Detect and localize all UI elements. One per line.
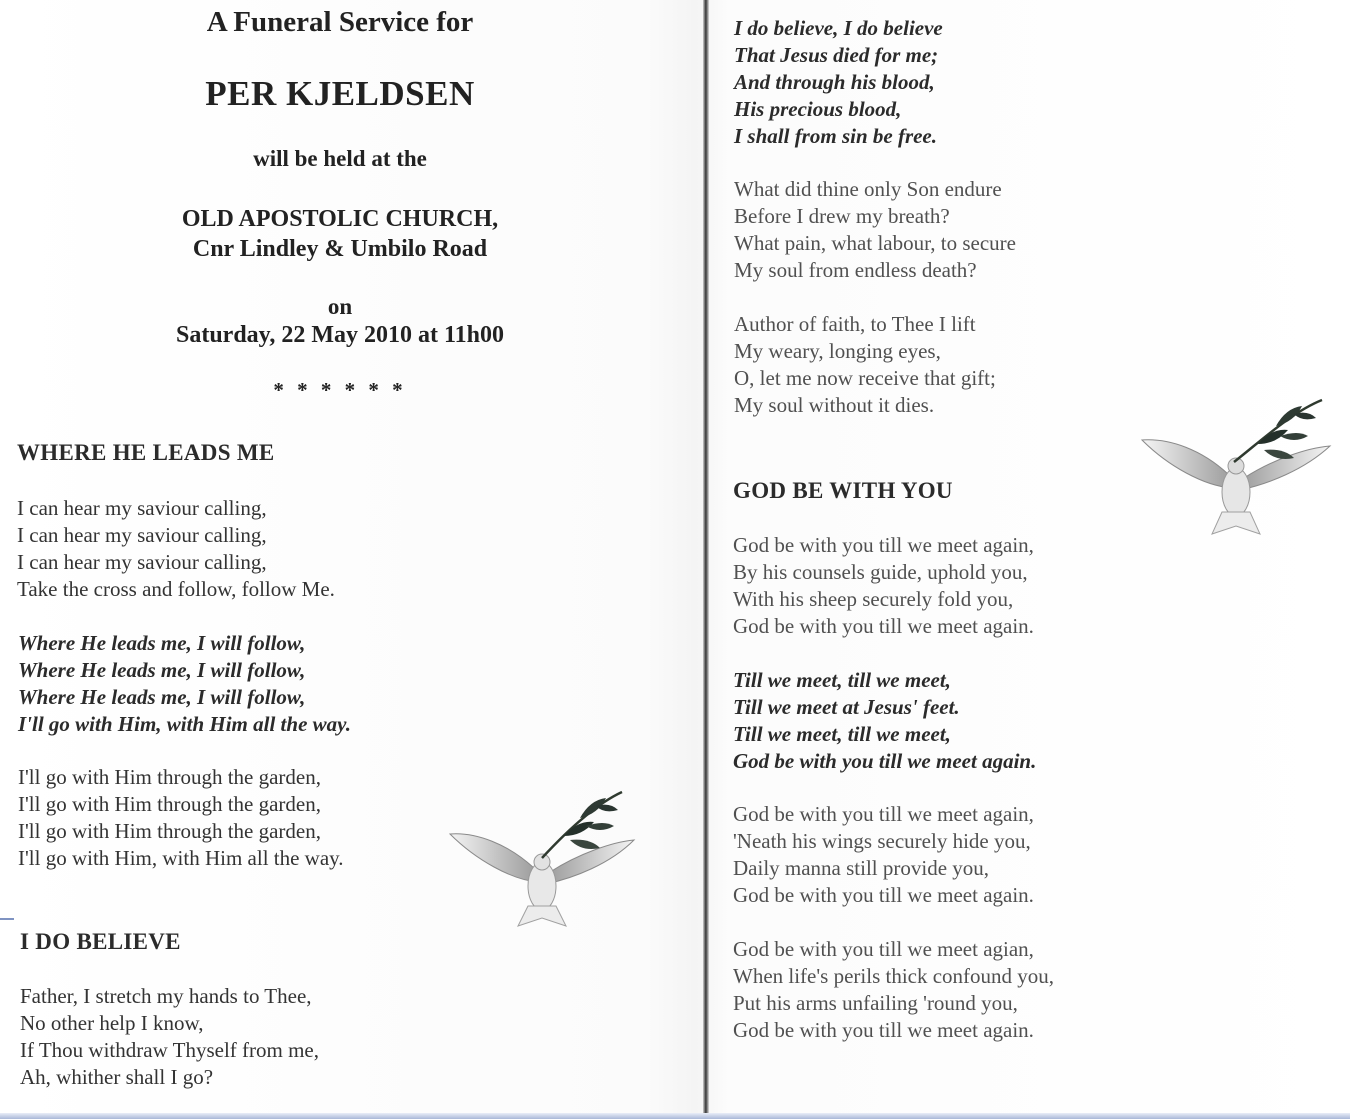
hymn1-verse-2: [18, 764, 344, 872]
scan-mark: [0, 918, 14, 920]
lyric-line: Take the cross and follow, follow Me.: [17, 577, 335, 601]
lyric-line: My soul without it dies.: [734, 393, 935, 417]
lyric-line: With his sheep securely fold you,: [733, 587, 1014, 611]
lyric-line: Author of faith, to Thee I lift: [734, 312, 976, 336]
lyric-line: His precious blood,: [734, 97, 902, 121]
lyric-line: God be with you till we meet again.: [733, 614, 1034, 638]
lyric-line: That Jesus died for me;: [734, 43, 939, 67]
hymn2-chorus: [734, 15, 943, 150]
lyric-line: I shall from sin be free.: [734, 124, 938, 148]
lyric-line: Where He leads me, I will follow,: [18, 631, 306, 655]
hymn1-chorus: [18, 630, 351, 738]
hymn2-verse-1: [20, 983, 319, 1091]
lyric-line: Father, I stretch my hands to Thee,: [20, 984, 312, 1008]
lyric-line: My weary, longing eyes,: [734, 339, 941, 363]
lyric-line: My soul from endless death?: [734, 258, 977, 282]
lyric-line: By his counsels guide, uphold you,: [733, 560, 1028, 584]
lyric-line: I'll go with Him, with Him all the way.: [18, 846, 344, 870]
lyric-line: God be with you till we meet again.: [733, 749, 1037, 773]
hymn-title-where-he-leads-me: WHERE HE LEADS ME: [17, 440, 275, 465]
hymn3-verse-3: [733, 936, 1054, 1044]
lyric-line: God be with you till we meet again,: [733, 533, 1034, 557]
lyric-line: Put his arms unfailing 'round you,: [733, 991, 1018, 1015]
hymn3-verse-2: [733, 801, 1034, 909]
lyric-line: God be with you till we meet again.: [733, 883, 1034, 907]
page-fold: [703, 0, 709, 1119]
lyric-line: When life's perils thick confound you,: [733, 964, 1055, 988]
lyric-line: What pain, what labour, to secure: [734, 231, 1016, 255]
lyric-line: Till we meet, till we meet,: [733, 722, 951, 746]
divider-stars: * * * * * *: [273, 378, 407, 402]
deceased-name: PER KJELDSEN: [205, 74, 475, 113]
dove-with-olive-branch-icon: [1138, 392, 1338, 542]
lyric-line: I do believe, I do believe: [734, 16, 943, 40]
lyric-line: I can hear my saviour calling,: [17, 550, 267, 574]
church-address: [0, 204, 680, 264]
lyric-line: I'll go with Him, with Him all the way.: [18, 712, 351, 736]
hymn-title-god-be-with-you: GOD BE WITH YOU: [733, 478, 953, 503]
hymn3-verse-1: [733, 532, 1034, 640]
lyric-line: I can hear my saviour calling,: [17, 523, 267, 547]
hymn-title-i-do-believe: I DO BELIEVE: [20, 929, 181, 954]
lyric-line: Till we meet, till we meet,: [733, 668, 951, 692]
lyric-line: 'Neath his wings securely hide you,: [733, 829, 1031, 853]
lyric-line: I'll go with Him through the garden,: [18, 765, 321, 789]
church-street: Cnr Lindley & Umbilo Road: [192, 236, 488, 262]
lyric-line: Ah, whither shall I go?: [20, 1065, 214, 1089]
held-at-text: will be held at the: [253, 146, 427, 171]
lyric-line: God be with you till we meet again.: [733, 1018, 1034, 1042]
scan-edge: [0, 1113, 1350, 1119]
lyric-line: Daily manna still provide you,: [733, 856, 990, 880]
lyric-line: If Thou withdraw Thyself from me,: [20, 1038, 319, 1062]
hymn2-verse-3: [734, 311, 996, 419]
lyric-line: Till we meet at Jesus' feet.: [733, 695, 960, 719]
lyric-line: What did thine only Son endure: [734, 177, 1002, 201]
lyric-line: I'll go with Him through the garden,: [18, 792, 321, 816]
lyric-line: God be with you till we meet again,: [733, 802, 1034, 826]
service-datetime: Saturday, 22 May 2010 at 11h00: [175, 322, 505, 348]
church-name: OLD APOSTOLIC CHURCH,: [181, 206, 499, 232]
hymn3-chorus: [733, 667, 1036, 775]
lyric-line: And through his blood,: [734, 70, 935, 94]
hymn1-verse-1: [17, 495, 335, 603]
hymn2-verse-2: [734, 176, 1016, 284]
service-title: A Funeral Service for: [206, 6, 474, 38]
lyric-line: I can hear my saviour calling,: [17, 496, 267, 520]
lyric-line: O, let me now receive that gift;: [734, 366, 996, 390]
lyric-line: Where He leads me, I will follow,: [18, 658, 306, 682]
lyric-line: God be with you till we meet agian,: [733, 937, 1034, 961]
lyric-line: Where He leads me, I will follow,: [18, 685, 306, 709]
lyric-line: Before I drew my breath?: [734, 204, 950, 228]
dove-with-olive-branch-icon: [446, 782, 642, 932]
on-text: on: [327, 294, 353, 319]
lyric-line: No other help I know,: [20, 1011, 204, 1035]
lyric-line: I'll go with Him through the garden,: [18, 819, 321, 843]
